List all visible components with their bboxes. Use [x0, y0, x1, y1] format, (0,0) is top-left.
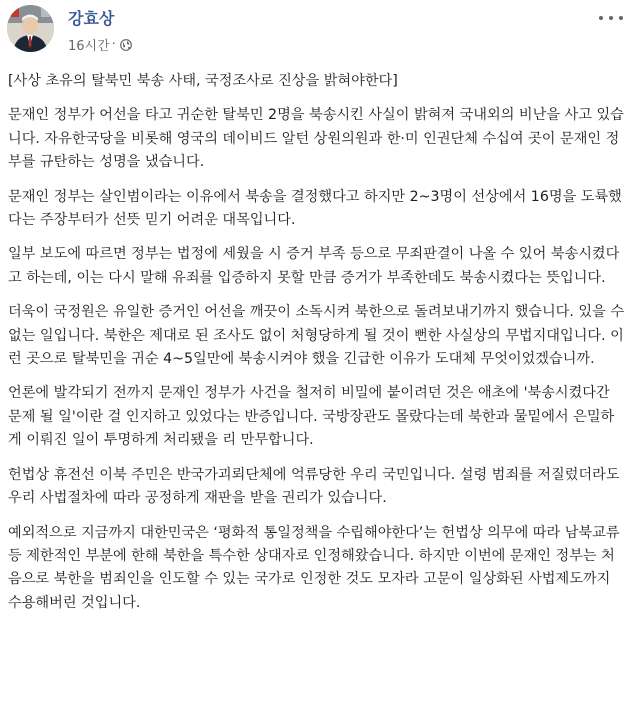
avatar[interactable]: [7, 5, 54, 52]
more-options-button[interactable]: [599, 10, 623, 26]
post-meta: [68, 35, 132, 54]
post-paragraph: 더욱이 국정원은 유일한 증거인 어선을 깨끗이 소독시켜 북한으로 돌려보내기까지 했습니다. 있을 수 없는 일입니다. 북한은 제대로 된 조사도 없이 처형당하게 될 것이 뻔한 사실상의 무법지대입니다. 이런 곳으로 탈북민을 귀순 4~5일만에 북송시켜야 했을 긴급한 이유가 도대체 무엇이었겠습니까.: [8, 304, 625, 368]
post-paragraph: 예외적으로 지금까지 대한민국은 ‘평화적 통일정책을 수립해야한다’는 헌법상 의무에 따라 남북교류 등 제한적인 부분에 한해 북한을 특수한 상대자로 인정해왔습니다. 하지만 이번에 문재인 정부는 처음으로 북한을 범죄인을 인도할 수 있는 국가로 인정한 것도 모자라 고문이 일상화된 사법제도까지 수용해버린 것입니다.: [8, 524, 620, 611]
post-header: [0, 0, 633, 62]
post-paragraph: 헌법상 휴전선 이북 주민은 반국가괴뢰단체에 억류당한 우리 국민입니다. 설령 범죄를 저질렀더라도 우리 사법절차에 따라 공정하게 재판을 받을 권리가 있습니다.: [8, 466, 620, 507]
globe-icon[interactable]: [120, 39, 132, 51]
post-paragraph: 일부 보도에 따르면 정부는 법정에 세웠을 시 증거 부족 등으로 무죄판결이 나올 수 있어 북송시켰다고 하는데, 이는 다시 말해 유죄를 입증하지 못할 만큼 증거가 부족한데도 북송시켰다는 뜻입니다.: [8, 246, 620, 286]
more-dot-icon: [619, 16, 623, 20]
avatar-image: [7, 5, 54, 52]
meta-separator: ·: [111, 37, 116, 52]
post-timestamp[interactable]: 16시간: [68, 39, 110, 54]
more-dot-icon: [609, 16, 613, 20]
more-dot-icon: [599, 16, 603, 20]
author-name[interactable]: 강효상: [68, 9, 115, 28]
post-paragraph: 언론에 발각되기 전까지 문재인 정부가 사건을 철저히 비밀에 붙이려던 것은 애초에 '북송시켰다간 문제 될 일'이란 걸 인지하고 있었다는 반증입니다. 국방장관도 몰랐다는데 북한과 물밑에서 은밀하게 이뤄진 일이 투명하게 처리됐을 리 만무합니다.: [8, 385, 615, 449]
post-body: [8, 70, 625, 626]
post-title: [사상 초유의 탈북민 북송 사태, 국정조사로 진상을 밝혀야한다]: [8, 73, 398, 89]
post-paragraph: 문재인 정부가 어선을 타고 귀순한 탈북민 2명을 북송시킨 사실이 밝혀져 국내외의 비난을 사고 있습니다. 자유한국당을 비롯해 영국의 데이비드 알턴 상원의원과 한·미 인권단체 수십여 곳이 문재인 정부를 규탄하는 성명을 냈습니다.: [8, 107, 624, 171]
post-paragraph: 문재인 정부는 살인범이라는 이유에서 북송을 결정했다고 하지만 2~3명이 선상에서 16명을 도륙했다는 주장부터가 선뜻 믿기 어려운 대목입니다.: [8, 188, 622, 229]
